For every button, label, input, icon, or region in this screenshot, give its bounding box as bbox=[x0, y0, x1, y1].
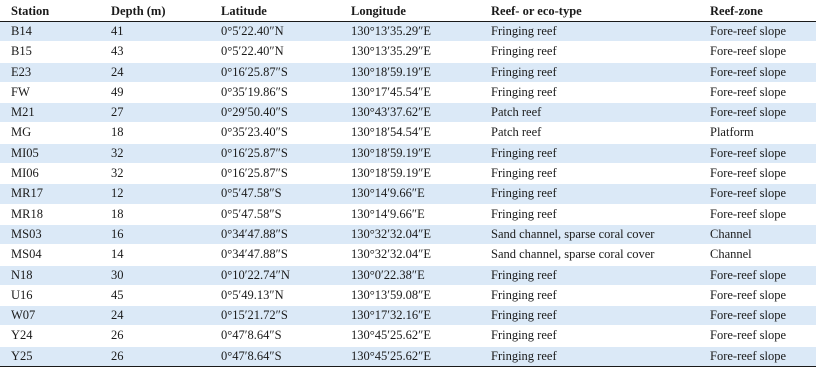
cell-station: M21 bbox=[0, 103, 100, 123]
cell-latitude: 0°35′23.40″S bbox=[210, 123, 340, 143]
table-row bbox=[0, 245, 816, 265]
cell-depth: 32 bbox=[100, 143, 210, 163]
table-row bbox=[0, 143, 816, 163]
cell-longitude: 130°14′9.66″E bbox=[340, 204, 480, 224]
cell-reef-zone: Fore-reef slope bbox=[699, 22, 816, 42]
cell-reef-type: Fringing reef bbox=[480, 346, 699, 366]
cell-depth: 14 bbox=[100, 245, 210, 265]
cell-longitude: 130°14′9.66″E bbox=[340, 184, 480, 204]
cell-longitude: 130°43′37.62″E bbox=[340, 103, 480, 123]
cell-latitude: 0°16′25.87″S bbox=[210, 164, 340, 184]
table-row bbox=[0, 326, 816, 346]
cell-reef-zone: Fore-reef slope bbox=[699, 184, 816, 204]
cell-station: U16 bbox=[0, 285, 100, 305]
cell-reef-zone: Channel bbox=[699, 224, 816, 244]
cell-reef-type: Patch reef bbox=[480, 103, 699, 123]
cell-reef-zone: Channel bbox=[699, 245, 816, 265]
cell-longitude: 130°18′59.19″E bbox=[340, 143, 480, 163]
cell-reef-type: Sand channel, sparse coral cover bbox=[480, 224, 699, 244]
cell-station: E23 bbox=[0, 62, 100, 82]
cell-reef-type: Fringing reef bbox=[480, 22, 699, 42]
cell-depth: 24 bbox=[100, 306, 210, 326]
cell-station: MS03 bbox=[0, 224, 100, 244]
header-latitude: Latitude bbox=[210, 1, 340, 22]
cell-reef-zone: Fore-reef slope bbox=[699, 326, 816, 346]
cell-station: MS04 bbox=[0, 245, 100, 265]
cell-depth: 49 bbox=[100, 82, 210, 102]
cell-longitude: 130°32′32.04″E bbox=[340, 245, 480, 265]
cell-depth: 16 bbox=[100, 224, 210, 244]
cell-reef-type: Fringing reef bbox=[480, 265, 699, 285]
cell-reef-zone: Fore-reef slope bbox=[699, 346, 816, 366]
table-row bbox=[0, 204, 816, 224]
cell-latitude: 0°34′47.88″S bbox=[210, 224, 340, 244]
cell-reef-type: Fringing reef bbox=[480, 164, 699, 184]
table-row bbox=[0, 224, 816, 244]
cell-reef-zone: Fore-reef slope bbox=[699, 265, 816, 285]
cell-longitude: 130°45′25.62″E bbox=[340, 346, 480, 366]
cell-reef-type: Fringing reef bbox=[480, 306, 699, 326]
header-reef-type: Reef- or eco-type bbox=[480, 1, 699, 22]
cell-depth: 24 bbox=[100, 62, 210, 82]
table-row bbox=[0, 82, 816, 102]
cell-reef-zone: Platform bbox=[699, 123, 816, 143]
cell-latitude: 0°10′22.74″N bbox=[210, 265, 340, 285]
cell-longitude: 130°13′35.29″E bbox=[340, 42, 480, 62]
cell-latitude: 0°16′25.87″S bbox=[210, 62, 340, 82]
cell-reef-zone: Fore-reef slope bbox=[699, 285, 816, 305]
cell-station: MR17 bbox=[0, 184, 100, 204]
cell-depth: 30 bbox=[100, 265, 210, 285]
header-row bbox=[0, 1, 816, 22]
cell-latitude: 0°47′8.64″S bbox=[210, 346, 340, 366]
cell-station: MI06 bbox=[0, 164, 100, 184]
table-row bbox=[0, 103, 816, 123]
cell-latitude: 0°47′8.64″S bbox=[210, 326, 340, 346]
cell-depth: 32 bbox=[100, 164, 210, 184]
cell-reef-type: Fringing reef bbox=[480, 285, 699, 305]
cell-latitude: 0°34′47.88″S bbox=[210, 245, 340, 265]
cell-longitude: 130°18′59.19″E bbox=[340, 164, 480, 184]
cell-reef-zone: Fore-reef slope bbox=[699, 42, 816, 62]
cell-depth: 43 bbox=[100, 42, 210, 62]
table-row bbox=[0, 306, 816, 326]
cell-station: Y24 bbox=[0, 326, 100, 346]
table-row bbox=[0, 164, 816, 184]
cell-reef-zone: Fore-reef slope bbox=[699, 164, 816, 184]
cell-longitude: 130°17′32.16″E bbox=[340, 306, 480, 326]
cell-station: FW bbox=[0, 82, 100, 102]
cell-reef-zone: Fore-reef slope bbox=[699, 103, 816, 123]
cell-station: MI05 bbox=[0, 143, 100, 163]
table-row bbox=[0, 346, 816, 366]
station-table bbox=[0, 1, 816, 367]
cell-latitude: 0°29′50.40″S bbox=[210, 103, 340, 123]
cell-latitude: 0°15′21.72″S bbox=[210, 306, 340, 326]
table-header bbox=[0, 1, 816, 22]
cell-depth: 45 bbox=[100, 285, 210, 305]
header-reef-zone: Reef-zone bbox=[699, 1, 816, 22]
cell-station: MR18 bbox=[0, 204, 100, 224]
cell-latitude: 0°5′47.58″S bbox=[210, 184, 340, 204]
cell-longitude: 130°0′22.38″E bbox=[340, 265, 480, 285]
cell-reef-type: Fringing reef bbox=[480, 143, 699, 163]
cell-reef-type: Sand channel, sparse coral cover bbox=[480, 245, 699, 265]
cell-reef-zone: Fore-reef slope bbox=[699, 204, 816, 224]
cell-reef-type: Patch reef bbox=[480, 123, 699, 143]
cell-reef-type: Fringing reef bbox=[480, 326, 699, 346]
cell-reef-zone: Fore-reef slope bbox=[699, 143, 816, 163]
cell-reef-type: Fringing reef bbox=[480, 184, 699, 204]
cell-depth: 18 bbox=[100, 123, 210, 143]
cell-reef-type: Fringing reef bbox=[480, 42, 699, 62]
cell-depth: 12 bbox=[100, 184, 210, 204]
cell-depth: 41 bbox=[100, 22, 210, 42]
cell-station: B15 bbox=[0, 42, 100, 62]
table-row bbox=[0, 123, 816, 143]
cell-reef-type: Fringing reef bbox=[480, 82, 699, 102]
cell-reef-type: Fringing reef bbox=[480, 62, 699, 82]
cell-reef-zone: Fore-reef slope bbox=[699, 82, 816, 102]
cell-longitude: 130°18′54.54″E bbox=[340, 123, 480, 143]
cell-depth: 27 bbox=[100, 103, 210, 123]
cell-longitude: 130°13′59.08″E bbox=[340, 285, 480, 305]
cell-latitude: 0°5′49.13″N bbox=[210, 285, 340, 305]
cell-longitude: 130°17′45.54″E bbox=[340, 82, 480, 102]
table-row bbox=[0, 22, 816, 42]
cell-depth: 18 bbox=[100, 204, 210, 224]
cell-latitude: 0°5′47.58″S bbox=[210, 204, 340, 224]
cell-reef-type: Fringing reef bbox=[480, 204, 699, 224]
header-station: Station bbox=[0, 1, 100, 22]
header-longitude: Longitude bbox=[340, 1, 480, 22]
cell-station: Y25 bbox=[0, 346, 100, 366]
cell-longitude: 130°32′32.04″E bbox=[340, 224, 480, 244]
cell-station: N18 bbox=[0, 265, 100, 285]
table-row bbox=[0, 265, 816, 285]
cell-longitude: 130°13′35.29″E bbox=[340, 22, 480, 42]
table-body bbox=[0, 22, 816, 367]
cell-depth: 26 bbox=[100, 346, 210, 366]
cell-reef-zone: Fore-reef slope bbox=[699, 62, 816, 82]
cell-latitude: 0°16′25.87″S bbox=[210, 143, 340, 163]
cell-latitude: 0°5′22.40″N bbox=[210, 42, 340, 62]
cell-station: MG bbox=[0, 123, 100, 143]
cell-station: B14 bbox=[0, 22, 100, 42]
header-depth: Depth (m) bbox=[100, 1, 210, 22]
cell-latitude: 0°5′22.40″N bbox=[210, 22, 340, 42]
cell-longitude: 130°18′59.19″E bbox=[340, 62, 480, 82]
cell-latitude: 0°35′19.86″S bbox=[210, 82, 340, 102]
table-row bbox=[0, 285, 816, 305]
table-row bbox=[0, 42, 816, 62]
cell-depth: 26 bbox=[100, 326, 210, 346]
cell-reef-zone: Fore-reef slope bbox=[699, 306, 816, 326]
table-row bbox=[0, 184, 816, 204]
table-row bbox=[0, 62, 816, 82]
cell-longitude: 130°45′25.62″E bbox=[340, 326, 480, 346]
cell-station: W07 bbox=[0, 306, 100, 326]
